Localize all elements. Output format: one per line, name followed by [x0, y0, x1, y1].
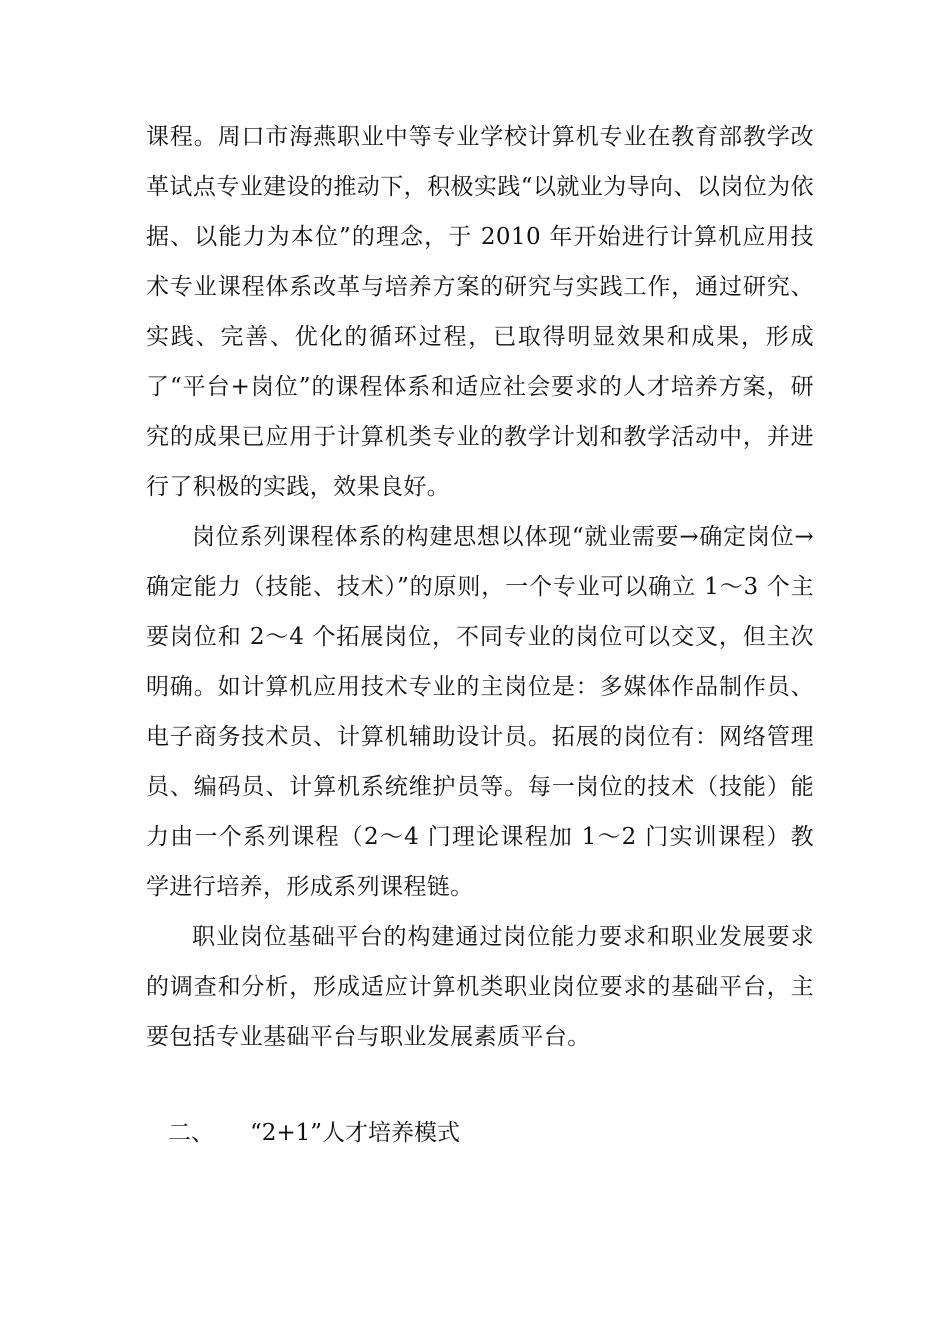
- paragraph-career-platform: 职业岗位基础平台的构建通过岗位能力要求和职业发展要求的调查和分析，形成适应计算机类职业岗位要求的基础平台，主要包括专业基础平台与职业发展素质平台。: [146, 924, 814, 1050]
- section-heading: [168, 1108, 460, 1158]
- paragraph-curriculum-reform: 课程。周口市海燕职业中等专业学校计算机专业在教育部教学改革试点专业建设的推动下，积极实践“以就业为导向、以岗位为依据、以能力为本位”的理念，于 2010 年开始进行计算机应用技术专业课程体系改革与培养方案的研究与实践工作，通过研究、实践、完善、优化的循环过程，已取得明显效果和成果，形成了“平台+岗位”的课程体系和适应社会要求的人才培养方案，研究的成果已应用于计算机类专业的教学计划和教学活动中，并进行了积极的实践，效果良好。: [146, 124, 814, 500]
- paragraph-post-series-courses: 岗位系列课程体系的构建思想以体现“就业需要→确定岗位→确定能力（技能、技术）”的原则，一个专业可以确立 1～3 个主要岗位和 2～4 个拓展岗位，不同专业的岗位可以交叉，但主次明确。如计算机应用技术专业的主岗位是：多媒体作品制作员、电子商务技术员、计算机辅助设计员。拓展的岗位有：网络管理员、编码员、计算机系统维护员等。每一岗位的技术（技能）能力由一个系列课程（2～4 门理论课程加 1～2 门实训课程）教学进行培养，形成系列课程链。: [146, 524, 814, 900]
- document-body: [146, 112, 814, 1062]
- section-heading-title: “2+1”人才培养模式: [250, 1120, 461, 1146]
- section-heading-number: 二、: [168, 1120, 214, 1146]
